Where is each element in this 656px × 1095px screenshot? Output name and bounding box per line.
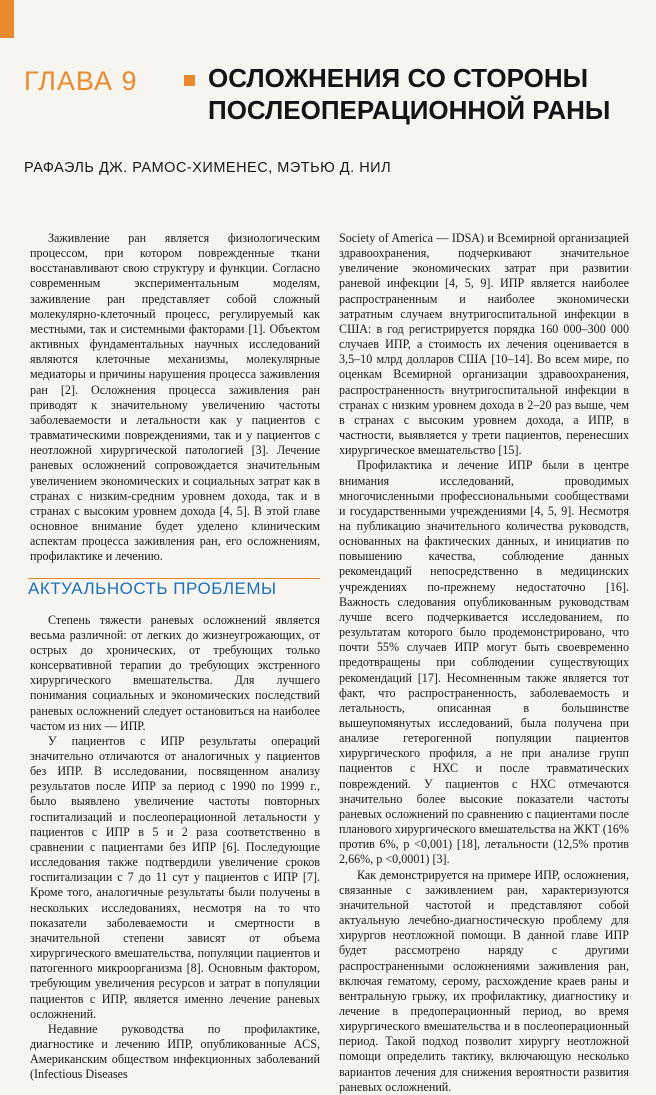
left-column	[30, 231, 320, 1082]
authors-line: РАФАЭЛЬ ДЖ. РАМОС-ХИМЕНЕС, МЭТЬЮ Д. НИЛ	[24, 160, 392, 176]
body-paragraph-continued: Society of America — IDSA) и Всемирной организацией здравоохранения, подчеркивают значительное увеличение экономических затрат при развитии раневой инфекции [4, 5, 9]. ИПР является наиболее распространенным и наиболее экономически затратным случаем внутригоспитальной инфекции в США: в год регистрируется порядка 160 000–300 000 случаев ИПР, а стоимость их лечения оценивается в 3,5–10 млрд долларов США [10–14]. Во всем мире, по оценкам Всемирной организации здравоохранения, распространенность внутригоспитальной инфекции в странах с низким уровнем дохода в 2–20 раз выше, чем в странах с высоким уровнем дохода, а ИПР, в частности, выявляется у трети пациентов, перенесших хирургическое вмешательство [15].	[339, 231, 629, 458]
chapter-title: ОСЛОЖНЕНИЯ СО СТОРОНЫ ПОСЛЕОПЕРАЦИОННОЙ РАНЫ	[208, 63, 611, 125]
body-paragraph: Степень тяжести раневых осложнений является весьма различной: от легких до жизнеугрожающих, от острых до хронических, от требующих только консервативной терапии до требующих экстренного хирургического вмешательства. Для лучшего понимания социальных и экономических последствий раневых осложнений следует остановиться на наиболее частом из них — ИПР.	[30, 612, 320, 733]
body-paragraph: Профилактика и лечение ИПР были в центре внимания исследований, проводимых многочисленными профессиональными сообществами и государственными учреждениями [4, 5, 9]. Несмотря на публикацию значительного количества руководств, основанных на фактических данных, и инициатив по повышению качества, соблюдение данных рекомендаций непосредственно в медицинских учреждениях по-прежнему недостаточно [16]. Важность следования опубликованным руководствам лучше всего подчеркивается исследованием, по результатам которого было продемонстрировано, что почти 55% случаев ИПР могут быть своевременно предотвращены при соблюдении существующих рекомендаций [17]. Несомненным также является тот факт, что распространенность, заболеваемость и летальность, описанная в большинстве вышеупомянутых исследований, была получена при анализе гетерогенной популяции пациентов хирургического профиля, а не при анализе групп пациентов с НХС и после травматических повреждений. У пациентов с НХС отмечаются значительно более высокие показатели частоты раневых осложнений по сравнению с пациентами после планового хирургического вмешательства на ЖКТ (16% против 6%, p <0,001) [18], летальности (12,5% против 2,66%, p <0,0001) [3].	[339, 458, 629, 867]
chapter-label: ГЛАВА 9	[24, 66, 138, 96]
corner-accent-bar	[0, 0, 14, 38]
intro-paragraph: Заживление ран является физиологическим процессом, при котором поврежденные ткани восстанавливают свою структуру и функции. Согласно современным экспериментальным моделям, заживление ран представляет собой сложный молекулярно-клеточный процесс, регулируемый как местными, так и системными факторами [1]. Объектом активных фундаментальных научных исследований являются клеточные механизмы, молекулярные медиаторы и причины нарушения процесса заживления ран [2]. Осложнения процесса заживления ран приводят к значительному увеличению частоты заболеваемости и летальности как у пациентов с травматическими повреждениями, так и у пациентов с неотложной хирургической патологией [3]. Лечение раневых осложнений сопровождается значительным увеличением экономических и социальных затрат как в странах с низким-средним уровнем дохода, так и в странах с высоким уровнем дохода [4, 5]. В этой главе основное внимание будет уделено клиническим аспектам процесса заживления ран, его осложнениям, профилактике и лечению.	[30, 231, 320, 564]
body-paragraph: Недавние руководства по профилактике, диагностике и лечению ИПР, опубликованные ACS, Американским обществом инфекционных заболеваний (Infectious Diseases	[30, 1021, 320, 1082]
body-paragraph: Как демонстрируется на примере ИПР, осложнения, связанные с заживлением ран, характеризуются значительной частотой и представляют собой актуальную лечебно-диагностическую проблему для хирургов неотложной помощи. В данной главе ИПР будет рассмотрено наряду с другими распространенными осложнениями заживления ран, включая гематому, серому, расхождение краев раны и вентральную грыжу, их профилактику, диагностику и лечение в предоперационный период, во время хирургического вмешательства и в послеоперационный период. Такой подход позволит хирургу неотложной помощи определить тактику, включающую несколько вариантов лечения для снижения вероятности развития раневых осложнений.	[339, 867, 629, 1094]
body-paragraph: У пациентов с ИПР результаты операций значительно отличаются от аналогичных у пациентов без ИПР. В исследовании, посвященном анализу результатов после ИПР за период с 1990 по 1999 г., было выявлено увеличение частоты повторных госпитализаций и послеоперационной летальности у пациентов с ИПР в 5 и 2 раза соответственно в сравнении с пациентами без ИПР [6]. Последующие исследования также подтвердили увеличение сроков госпитализации с 7 до 11 сут у пациентов с ИПР [7]. Кроме того, аналогичные результаты были получены в нескольких исследованиях, несмотря на то что показатели заболеваемости и смертности в значительной степени зависят от объема хирургического вмешательства, популяции пациентов и патогенного микроорганизма [8]. Основным фактором, требующим увеличения ресурсов и затрат в популяции пациентов с ИПР, является именно лечение раневых осложнений.	[30, 733, 320, 1021]
chapter-header	[24, 62, 644, 132]
section-heading: АКТУАЛЬНОСТЬ ПРОБЛЕМЫ	[28, 578, 320, 600]
chapter-square-marker	[184, 75, 195, 86]
right-column	[339, 231, 629, 1095]
